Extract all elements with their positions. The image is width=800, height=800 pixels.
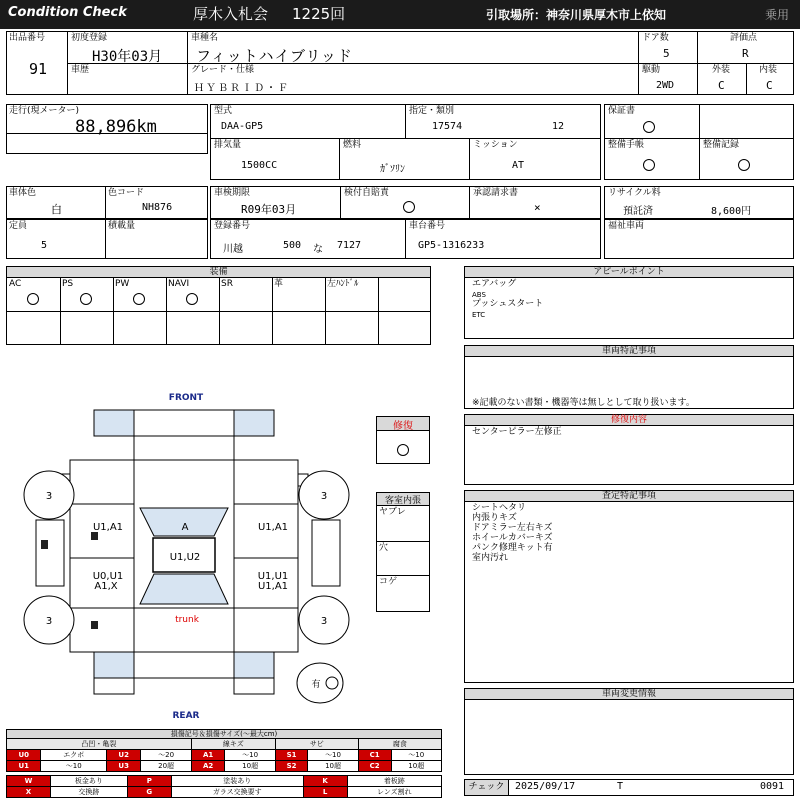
legend-desc: 10超 [308,761,358,772]
classification-value: 12 [552,121,565,132]
color-code-label: 色コード [108,188,145,198]
reg-number-label: 登録番号 [214,221,251,231]
legend-table-2 [6,775,442,798]
assessment-box [464,501,794,683]
model-name-cell [187,31,639,64]
approval-cell [469,186,601,219]
first-reg-cell [67,31,188,64]
fuel-value: ｶﾞｿﾘﾝ [380,164,405,175]
type-cell [210,104,406,139]
displacement-cell [210,138,340,180]
equip-leather-label: 革 [274,279,284,289]
legend-group-dent: 凸凹・亀裂 [7,739,192,750]
interior-damage-title: 客室内張 [377,493,429,506]
warranty-blank-cell [699,104,794,139]
legend-code: U0 [7,750,41,761]
legend-desc: 交換跡 [51,787,128,798]
repair-flag-box [376,416,430,464]
legend-code: S2 [275,761,308,772]
legend-code: P [127,776,171,787]
legend-code: K [303,776,347,787]
assessment-line: 内張りキズ [472,513,517,523]
interior-value: C [766,79,773,92]
fuel-label: 燃料 [343,140,362,150]
doors-value: 5 [663,47,670,60]
model-name-value: フィットハイブリッド [196,47,353,65]
rear-left-corner [94,652,134,678]
front-left-corner [94,410,134,436]
appeal-line: エアバッグ [472,279,517,289]
recycle-cell [604,186,794,219]
chassis-value: GP5-1316233 [418,240,485,251]
maint-book-cell [604,138,700,180]
legend-desc: 10超 [391,761,441,772]
change-info-title: 車両変更情報 [464,688,794,700]
front-right-door-code: U1,A1 [257,522,289,533]
check-number: 0091 [760,781,785,792]
body-color-label: 車体色 [9,188,37,198]
session-number: 1225回 [292,5,346,23]
maint-book-circle-icon [643,159,655,171]
inspection-label: 車検期限 [214,188,251,198]
legend-desc: 塗装あり [171,776,303,787]
legend-code: S1 [275,750,308,761]
recycle-status: 預託済 [623,206,653,217]
legend-code: C1 [358,750,391,761]
welfare-label: 福祉車両 [608,221,645,231]
exterior-value: C [718,79,725,92]
maint-record-circle-icon [738,159,750,171]
repair-flag-label: 修復 [377,417,429,431]
type-value: DAA-GP5 [221,121,264,132]
capacity-value: 5 [41,240,48,251]
appeal-title: アピールポイント [464,266,794,278]
history-label: 車歴 [71,65,90,75]
recycle-label: リサイクル料 [608,188,661,198]
reg-kana: な [313,244,323,255]
front-right-fender [234,460,298,504]
equip-navi-label: NAVI [168,279,190,289]
tire-rr-value: 3 [320,616,328,627]
fuel-cell [339,138,470,180]
color-code-value: NH876 [142,202,173,213]
appeal-line: プッシュスタート [472,299,544,309]
trunk-label: trunk [175,615,199,625]
check-mark: T [617,781,624,792]
rear-window [140,574,228,604]
grade-label: グレード・仕様 [191,65,255,75]
special-title: 車両特記事項 [464,345,794,357]
mission-value: AT [512,160,525,171]
legend-desc: 10超 [225,761,275,772]
legend-code: L [303,787,347,798]
displacement-label: 排気量 [214,140,242,150]
legend-title: 損傷記号＆損傷サイズ(～最大cm) [6,729,442,739]
header-bar [0,0,800,29]
equip-sr-label: SR [221,279,233,289]
first-reg-value: H30年03月 [92,49,163,65]
color-code-cell [105,186,208,219]
legend-desc: ～10 [41,761,107,772]
interior-damage-tear: ヤブレ [379,507,406,517]
lot-number: 91 [29,60,48,78]
front-label: FRONT [168,393,204,403]
repair-box [464,425,794,485]
recycle-fee: 8,600円 [711,206,752,217]
doors-cell [638,31,698,64]
left-handle-icon [91,532,98,540]
pickup-location: 引取場所：神奈川県厚木市上依知 [486,8,667,22]
maint-record-label: 整備記録 [703,140,740,150]
drive-value: 2WD [656,80,675,91]
load-cell [105,219,208,259]
legend-code: A1 [191,750,225,761]
appeal-line: ETC [472,311,486,319]
displacement-value: 1500CC [241,160,278,171]
repair-flag-circle-icon [397,444,409,456]
front-right-corner [234,410,274,436]
type-label: 型式 [214,106,233,116]
warranty-circle-icon [643,121,655,133]
mission-label: ミッション [473,140,518,150]
equip-pw-label: PW [115,279,130,289]
legend-group-scratch: 線キズ [191,739,275,750]
insurance-circle-icon [403,201,415,213]
grade-cell [187,63,639,95]
tire-fl-value: 3 [45,491,53,502]
maint-record-cell [699,138,794,180]
load-label: 積載量 [108,221,136,231]
rear-right-fender [234,608,298,652]
mileage-label: 走行(現メーター) [9,106,80,116]
check-row [464,779,794,796]
interior-damage-box [376,492,430,612]
inspection-value: R09年03月 [241,203,297,216]
interior-damage-hole: 穴 [379,543,389,553]
equip-lhd-label: 左ﾊﾝﾄﾞﾙ [327,279,359,289]
spare-tire-value: 有 [311,680,321,690]
legend-desc: 着板跡 [347,776,441,787]
doors-label: ドア数 [642,33,669,43]
mileage-cell [6,104,208,154]
chassis-cell [405,219,601,259]
designation-cell [405,104,601,139]
rear-left-fender [70,608,134,652]
grade-value: ＨＹＢＲＩＤ・Ｆ [194,83,290,94]
tire-rl-value: 3 [45,616,53,627]
check-date: 2025/09/17 [515,781,576,792]
assessment-line: シートヘタリ [472,503,527,513]
special-box [464,356,794,409]
appeal-line: ABS [472,291,486,299]
legend-group-rust: サビ [275,739,358,750]
chassis-label: 車台番号 [409,221,446,231]
legend-desc: ～10 [308,750,358,761]
designation-label: 指定・類別 [409,106,455,116]
drive-cell [638,63,698,95]
rear-left-door-code-1: U0,U1 [92,571,124,582]
reg-number-cell [210,219,406,259]
exterior-label: 外装 [712,65,731,75]
legend-desc: ～20 [141,750,191,761]
welfare-cell [604,219,794,259]
model-name-label: 車種名 [191,33,219,43]
equipment-table [6,277,431,345]
interior-damage-burn: コゲ [379,577,398,587]
brand-title: Condition Check [8,5,127,20]
right-side-step [312,520,340,586]
rear-right-corner [234,652,274,678]
insurance-cell [340,186,470,219]
interior-cell [746,63,794,95]
equip-ac-circle-icon [27,293,39,305]
tire-fr-value: 3 [320,491,328,502]
body-color-cell [6,186,106,219]
rear-label: REAR [172,711,200,721]
left-side-step [36,520,64,586]
equip-navi-circle-icon [186,293,198,305]
front-bumper [134,410,234,436]
inspection-cell [210,186,341,219]
score-label: 評価点 [730,33,758,43]
assessment-title: 査定特記事項 [464,490,794,502]
maint-book-label: 整備手帳 [608,140,645,150]
rear-left-handle-icon [91,621,98,629]
front-left-fender [70,460,134,504]
spare-wheel-icon [326,677,338,689]
capacity-label: 定員 [9,221,28,231]
insurance-label: 検付自賠責 [344,188,390,198]
equip-ps-label: PS [62,279,74,289]
assessment-line: ドアミラー左右キズ [472,523,553,533]
history-cell [67,63,188,95]
score-cell [697,31,794,64]
legend-group-corrosion: 腐食 [358,739,441,750]
legend-code: U2 [106,750,140,761]
special-note: ※記載のない書類・機器等は無しとして取り扱います。 [472,398,695,408]
first-reg-label: 初度登録 [71,33,108,43]
legend-code: W [7,776,51,787]
interior-label: 内装 [759,65,778,75]
legend-table [6,738,442,772]
legend-code: U3 [106,761,140,772]
check-label: チェック [465,780,509,795]
legend-desc: レンズ割れ [347,787,441,798]
left-mirror-icon [41,540,48,549]
equipment-title: 装備 [6,266,431,278]
legend-desc: ～10 [225,750,275,761]
hood-code: A [181,522,189,533]
vehicle-category: 乗用 [765,8,790,22]
approval-label: 承認請求書 [473,188,519,198]
roof-code: U1,U2 [169,552,201,563]
legend-desc: エクボ [41,750,107,761]
legend-desc: ガラス交換要す [171,787,303,798]
lot-label: 出品番号 [9,33,46,43]
equip-pw-circle-icon [133,293,145,305]
legend-code: X [7,787,51,798]
warranty-label: 保証書 [608,106,636,116]
equip-ac-label: AC [9,279,22,289]
auction-name: 厚木入札会 [193,5,269,23]
capacity-cell [6,219,106,259]
repair-text: センターピラー左修正 [472,427,562,437]
reg-num: 7127 [337,240,362,251]
score-value: R [742,47,749,60]
mission-cell [469,138,601,180]
assessment-line: ホイールカバーキズ [472,533,553,543]
rear-right-door-code-2: U1,A1 [257,581,289,592]
drive-label: 駆動 [642,65,661,75]
legend-code: U1 [7,761,41,772]
legend-desc: 20超 [141,761,191,772]
rear-left-door-code-2: A1,X [94,581,118,592]
reg-office: 川越 [223,244,243,255]
rear-bumper [134,652,234,678]
assessment-line: 室内汚れ [472,553,509,563]
appeal-box [464,277,794,339]
legend-code: C2 [358,761,391,772]
equip-ps-circle-icon [80,293,92,305]
change-info-box [464,699,794,775]
body-color-value: 白 [51,203,62,216]
lot-cell [6,31,68,95]
designation-value: 17574 [432,121,463,132]
legend-desc: 板金あり [51,776,128,787]
legend-code: G [127,787,171,798]
repair-title: 修復内容 [464,414,794,426]
exterior-cell [697,63,747,95]
front-grille [134,436,234,460]
rear-right-door-code-1: U1,U1 [257,571,289,582]
assessment-line: パンク修理キット有 [472,543,553,553]
legend-desc: ～10 [391,750,441,761]
approval-value: × [534,201,541,214]
warranty-cell [604,104,700,139]
car-diagram [0,390,376,722]
legend-code: A2 [191,761,225,772]
reg-class: 500 [283,240,302,251]
front-left-door-code: U1,A1 [92,522,124,533]
mileage-value: 88,896km [75,117,157,137]
